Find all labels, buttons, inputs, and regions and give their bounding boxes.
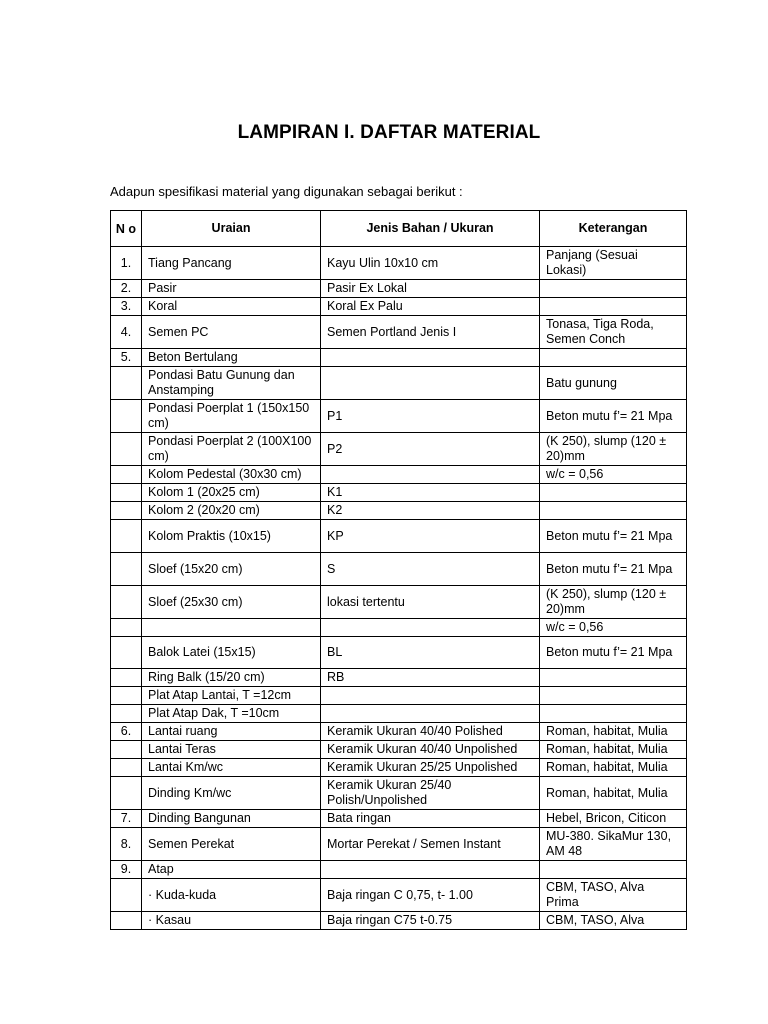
cell-jenis: Bata ringan xyxy=(321,810,540,828)
cell-uraian: Semen Perekat xyxy=(142,828,321,861)
cell-keterangan: Roman, habitat, Mulia xyxy=(540,759,687,777)
cell-jenis: Keramik Ukuran 25/25 Unpolished xyxy=(321,759,540,777)
cell-no xyxy=(111,502,142,520)
cell-uraian: Dinding Bangunan xyxy=(142,810,321,828)
cell-uraian: Balok Latei (15x15) xyxy=(142,637,321,669)
cell-jenis xyxy=(321,705,540,723)
cell-no: 1. xyxy=(111,247,142,280)
cell-keterangan: Beton mutu f’= 21 Mpa xyxy=(540,637,687,669)
cell-jenis: Keramik Ukuran 40/40 Polished xyxy=(321,723,540,741)
cell-uraian: Sloef (15x20 cm) xyxy=(142,553,321,586)
cell-jenis xyxy=(321,367,540,400)
table-row xyxy=(111,316,687,349)
cell-keterangan xyxy=(540,705,687,723)
table-header-row xyxy=(111,211,687,247)
cell-uraian: Beton Bertulang xyxy=(142,349,321,367)
cell-jenis xyxy=(321,349,540,367)
cell-jenis: Koral Ex Palu xyxy=(321,298,540,316)
cell-jenis: lokasi tertentu xyxy=(321,586,540,619)
cell-no xyxy=(111,484,142,502)
cell-no: 8. xyxy=(111,828,142,861)
table-row xyxy=(111,484,687,502)
cell-no xyxy=(111,669,142,687)
cell-uraian: Lantai Km/wc xyxy=(142,759,321,777)
table-row xyxy=(111,619,687,637)
cell-jenis: Baja ringan C75 t-0.75 xyxy=(321,912,540,930)
table-row xyxy=(111,705,687,723)
cell-uraian: · Kuda-kuda xyxy=(142,879,321,912)
cell-jenis: Keramik Ukuran 40/40 Unpolished xyxy=(321,741,540,759)
cell-keterangan: Panjang (Sesuai Lokasi) xyxy=(540,247,687,280)
cell-jenis: KP xyxy=(321,520,540,553)
cell-uraian: Kolom Pedestal (30x30 cm) xyxy=(142,466,321,484)
cell-no xyxy=(111,705,142,723)
cell-no xyxy=(111,912,142,930)
cell-keterangan: Roman, habitat, Mulia xyxy=(540,723,687,741)
cell-keterangan xyxy=(540,280,687,298)
cell-keterangan: Batu gunung xyxy=(540,367,687,400)
table-row xyxy=(111,669,687,687)
cell-jenis: RB xyxy=(321,669,540,687)
table-row xyxy=(111,298,687,316)
cell-jenis xyxy=(321,861,540,879)
cell-jenis: Keramik Ukuran 25/40 Polish/Unpolished xyxy=(321,777,540,810)
cell-jenis: P2 xyxy=(321,433,540,466)
cell-jenis xyxy=(321,619,540,637)
cell-no: 7. xyxy=(111,810,142,828)
cell-keterangan: Roman, habitat, Mulia xyxy=(540,741,687,759)
cell-no: 6. xyxy=(111,723,142,741)
cell-jenis: P1 xyxy=(321,400,540,433)
table-row xyxy=(111,810,687,828)
table-row xyxy=(111,879,687,912)
header-jenis: Jenis Bahan / Ukuran xyxy=(321,211,540,247)
header-keterangan: Keterangan xyxy=(540,211,687,247)
cell-keterangan xyxy=(540,502,687,520)
cell-uraian: Atap xyxy=(142,861,321,879)
cell-jenis: BL xyxy=(321,637,540,669)
cell-uraian: Semen PC xyxy=(142,316,321,349)
cell-no xyxy=(111,637,142,669)
cell-keterangan xyxy=(540,687,687,705)
cell-jenis: Pasir Ex Lokal xyxy=(321,280,540,298)
cell-no xyxy=(111,687,142,705)
cell-no: 4. xyxy=(111,316,142,349)
cell-no: 2. xyxy=(111,280,142,298)
cell-uraian: Pondasi Batu Gunung dan Anstamping xyxy=(142,367,321,400)
cell-uraian: · Kasau xyxy=(142,912,321,930)
cell-uraian: Plat Atap Dak, T =10cm xyxy=(142,705,321,723)
table-row xyxy=(111,520,687,553)
cell-no xyxy=(111,466,142,484)
table-row xyxy=(111,280,687,298)
cell-keterangan: (K 250), slump (120 ± 20)mm xyxy=(540,586,687,619)
cell-no xyxy=(111,400,142,433)
table-row xyxy=(111,777,687,810)
cell-uraian: Pondasi Poerplat 2 (100X100 cm) xyxy=(142,433,321,466)
cell-keterangan: w/c = 0,56 xyxy=(540,619,687,637)
cell-keterangan: CBM, TASO, Alva Prima xyxy=(540,879,687,912)
cell-jenis: Kayu Ulin 10x10 cm xyxy=(321,247,540,280)
table-row xyxy=(111,553,687,586)
table-row xyxy=(111,586,687,619)
cell-uraian: Pasir xyxy=(142,280,321,298)
cell-no xyxy=(111,879,142,912)
material-table xyxy=(110,210,687,930)
table-row xyxy=(111,861,687,879)
cell-keterangan: Beton mutu f’= 21 Mpa xyxy=(540,553,687,586)
table-row xyxy=(111,759,687,777)
table-row xyxy=(111,247,687,280)
cell-keterangan: Tonasa, Tiga Roda, Semen Conch xyxy=(540,316,687,349)
cell-uraian: Lantai Teras xyxy=(142,741,321,759)
cell-jenis: S xyxy=(321,553,540,586)
cell-no xyxy=(111,759,142,777)
header-uraian: Uraian xyxy=(142,211,321,247)
cell-jenis: K1 xyxy=(321,484,540,502)
page-title: LAMPIRAN I. DAFTAR MATERIAL xyxy=(237,122,541,143)
cell-no xyxy=(111,586,142,619)
table-row xyxy=(111,433,687,466)
cell-keterangan: Beton mutu f’= 21 Mpa xyxy=(540,520,687,553)
table-row xyxy=(111,723,687,741)
cell-keterangan: Hebel, Bricon, Citicon xyxy=(540,810,687,828)
table-row xyxy=(111,912,687,930)
cell-jenis: Mortar Perekat / Semen Instant xyxy=(321,828,540,861)
intro-text: Adapun spesifikasi material yang digunakan sebagai berikut : xyxy=(110,184,463,199)
cell-uraian: Koral xyxy=(142,298,321,316)
cell-keterangan xyxy=(540,861,687,879)
table-row xyxy=(111,687,687,705)
cell-uraian: Kolom Praktis (10x15) xyxy=(142,520,321,553)
cell-no xyxy=(111,619,142,637)
table-body xyxy=(111,247,687,930)
cell-no: 5. xyxy=(111,349,142,367)
cell-keterangan: Roman, habitat, Mulia xyxy=(540,777,687,810)
cell-jenis xyxy=(321,687,540,705)
cell-uraian: Pondasi Poerplat 1 (150x150 cm) xyxy=(142,400,321,433)
cell-keterangan xyxy=(540,669,687,687)
cell-uraian: Kolom 2 (20x20 cm) xyxy=(142,502,321,520)
cell-uraian: Ring Balk (15/20 cm) xyxy=(142,669,321,687)
cell-uraian: Sloef (25x30 cm) xyxy=(142,586,321,619)
cell-keterangan: Beton mutu f’= 21 Mpa xyxy=(540,400,687,433)
cell-no xyxy=(111,367,142,400)
table-row xyxy=(111,466,687,484)
table-row xyxy=(111,502,687,520)
cell-uraian: Lantai ruang xyxy=(142,723,321,741)
cell-keterangan xyxy=(540,484,687,502)
cell-keterangan: w/c = 0,56 xyxy=(540,466,687,484)
cell-jenis: Semen Portland Jenis I xyxy=(321,316,540,349)
cell-uraian: Kolom 1 (20x25 cm) xyxy=(142,484,321,502)
cell-uraian: Dinding Km/wc xyxy=(142,777,321,810)
cell-no xyxy=(111,777,142,810)
table-row xyxy=(111,367,687,400)
cell-no xyxy=(111,433,142,466)
table-row xyxy=(111,828,687,861)
table-row xyxy=(111,349,687,367)
cell-uraian: Plat Atap Lantai, T =12cm xyxy=(142,687,321,705)
cell-keterangan: MU-380. SikaMur 130, AM 48 xyxy=(540,828,687,861)
cell-uraian xyxy=(142,619,321,637)
cell-no xyxy=(111,520,142,553)
table-row xyxy=(111,400,687,433)
table-row xyxy=(111,741,687,759)
header-no: N o xyxy=(111,211,142,247)
cell-no xyxy=(111,553,142,586)
cell-keterangan xyxy=(540,298,687,316)
cell-no xyxy=(111,741,142,759)
cell-jenis: K2 xyxy=(321,502,540,520)
cell-jenis xyxy=(321,466,540,484)
cell-keterangan: (K 250), slump (120 ± 20)mm xyxy=(540,433,687,466)
cell-keterangan: CBM, TASO, Alva xyxy=(540,912,687,930)
cell-no: 3. xyxy=(111,298,142,316)
cell-uraian: Tiang Pancang xyxy=(142,247,321,280)
table-row xyxy=(111,637,687,669)
cell-keterangan xyxy=(540,349,687,367)
cell-jenis: Baja ringan C 0,75, t- 1.00 xyxy=(321,879,540,912)
cell-no: 9. xyxy=(111,861,142,879)
